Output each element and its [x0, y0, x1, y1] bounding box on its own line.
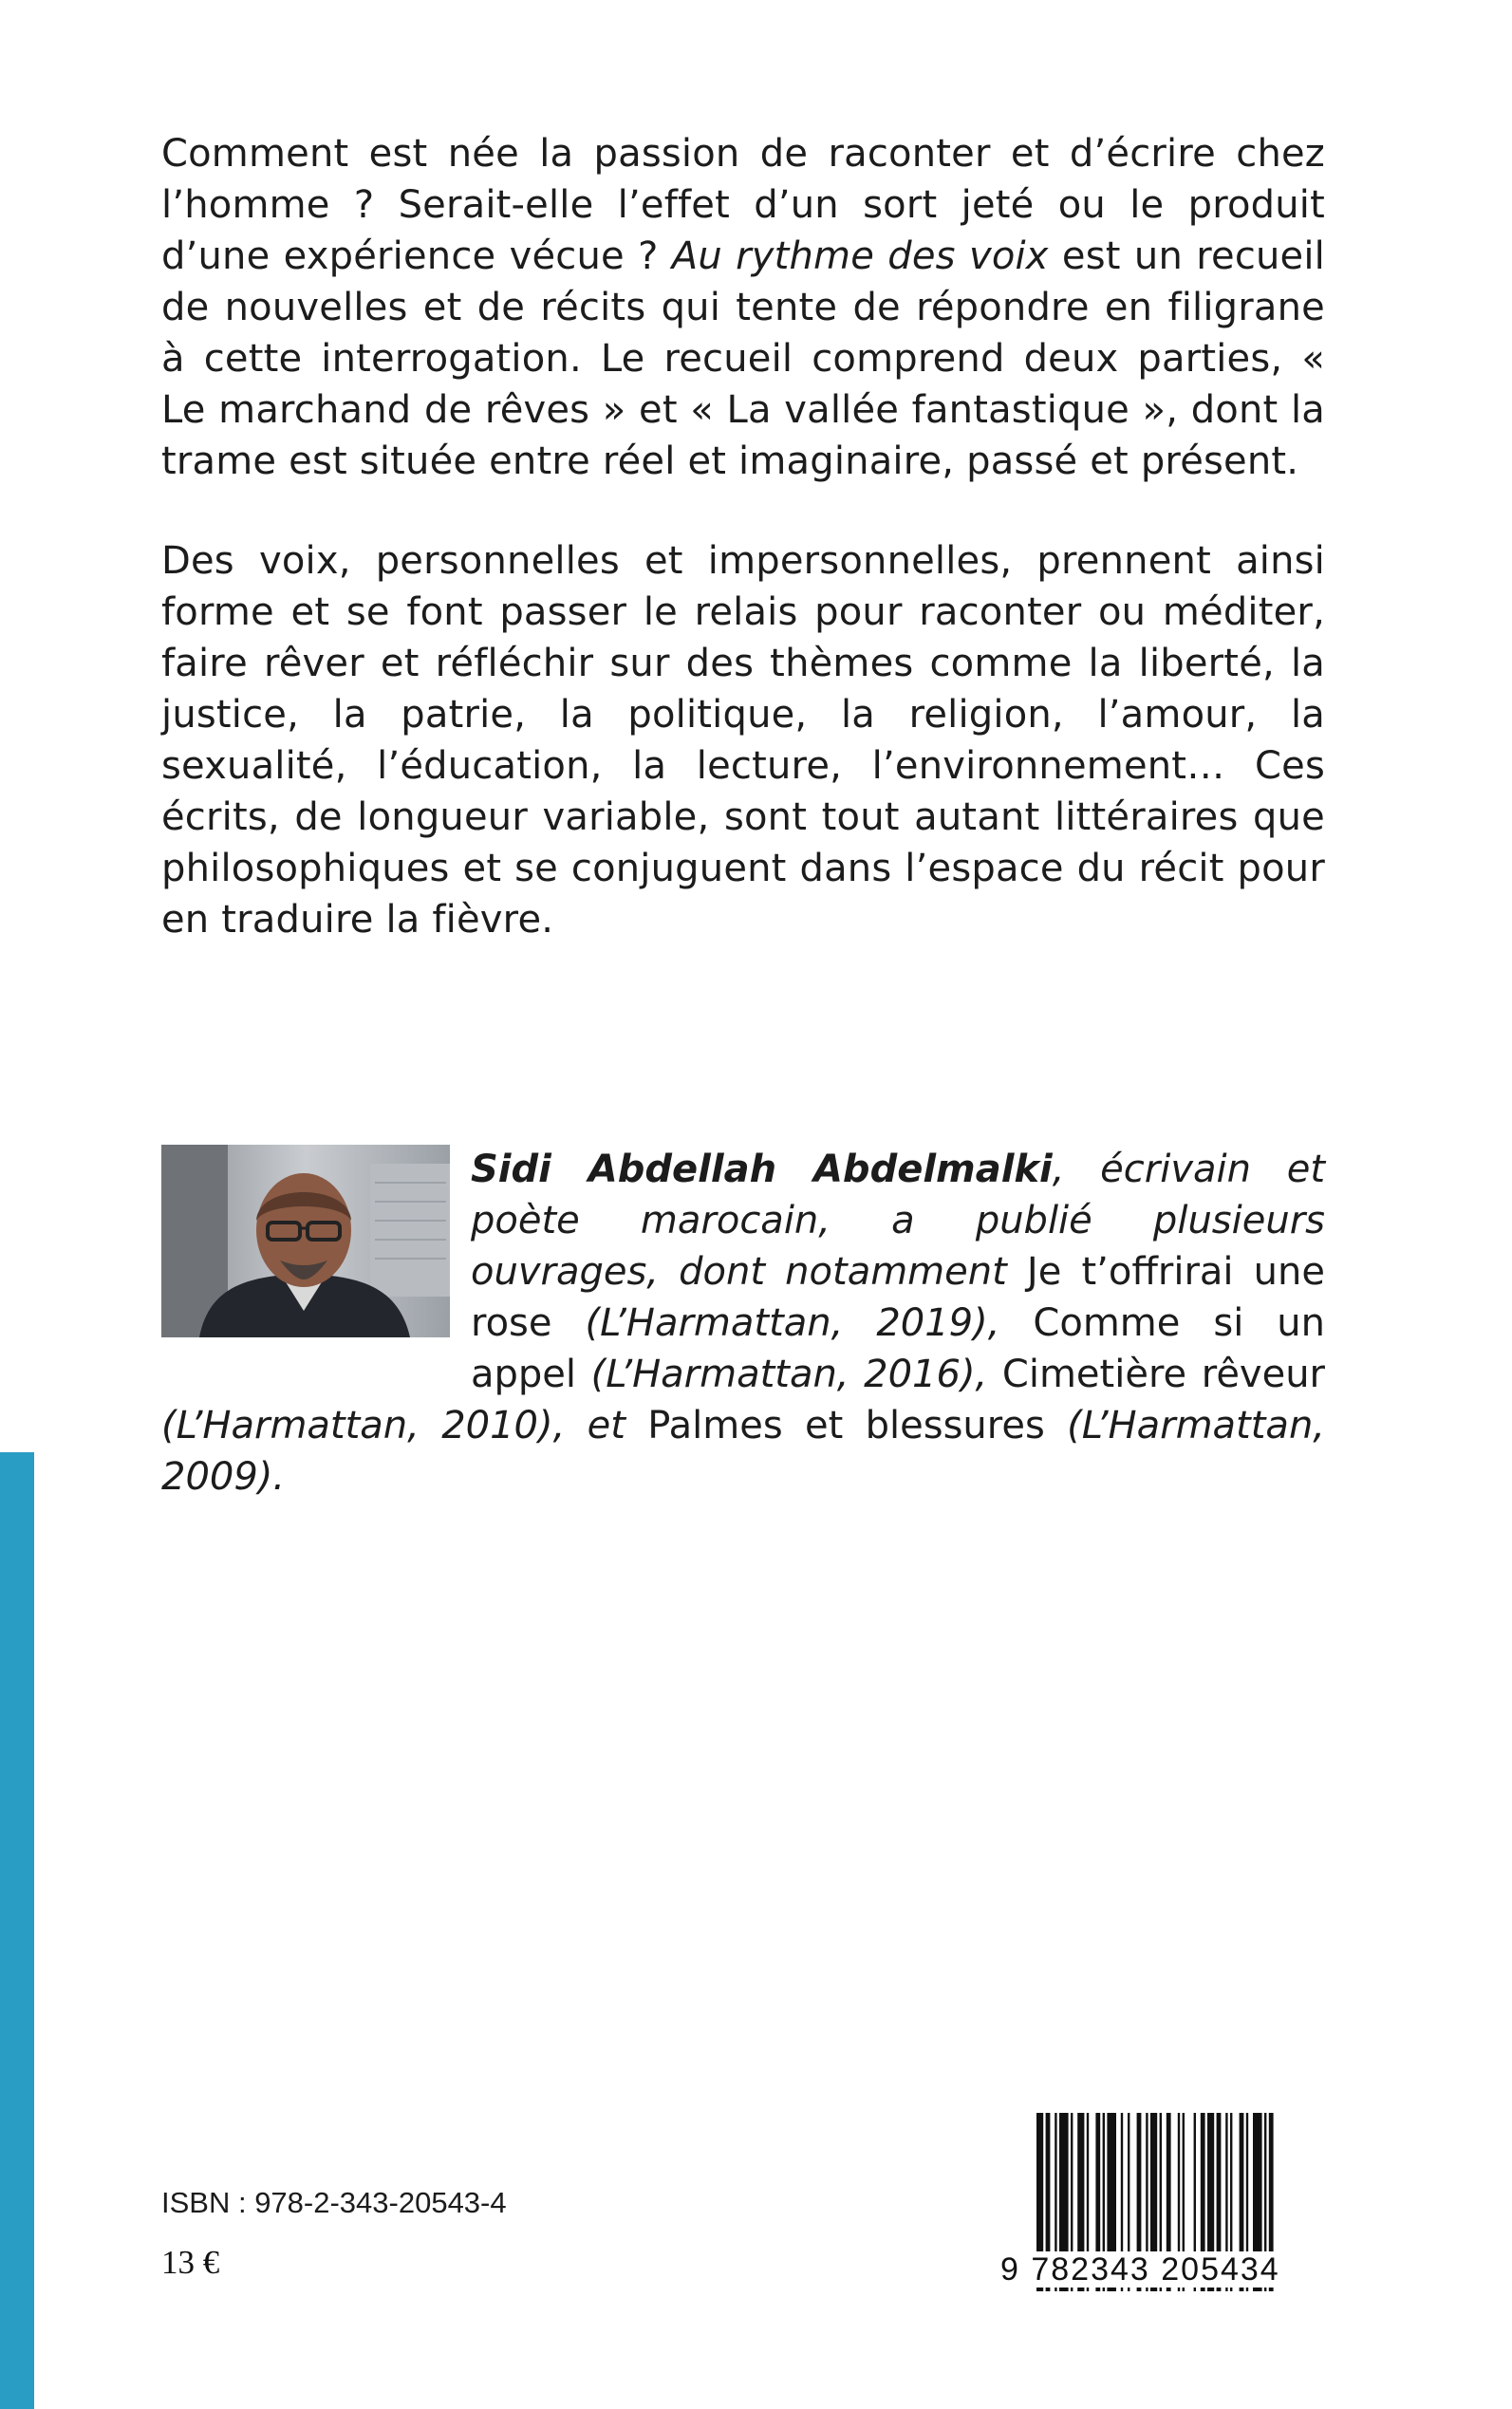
- blurb-paragraph-2: Des voix, personnelles et impersonnelles, prennent ainsi forme et se font passer le relais pour raconter ou méditer, faire rêver et réfléchir sur des thèmes comme la liberté, la justice, la patrie, la politique, la religion, l’amour, la sexualité, l’éducation, la lecture, l’environnement… Ces écrits, de longueur variable, sont tout autant littéraires que philosophiques et se conjuguent dans l’espace du récit pour en traduire la fièvre.: [161, 539, 1325, 942]
- book-title: Comme si un appel: [471, 1301, 1325, 1396]
- author-desc: , écrivain et poète marocain, a publié plusieurs ouvrages, dont notamment: [471, 1148, 1325, 1294]
- barcode-digits: [999, 2251, 1325, 2288]
- author-name: Sidi Abdellah Abdelmalki: [471, 1148, 1053, 1191]
- barcode-digits-text: 9 782343 205434: [1000, 2251, 1280, 2288]
- accent-side-band: [0, 1452, 34, 2409]
- book-title: Je t’offrirai une rose: [471, 1250, 1325, 1345]
- blurb-text: est un recueil de nouvelles et de récits qui tente de répondre en filigrane à cette interrogation. Le recueil comprend deux parties, « Le marchand de rêves » et « La vallée fantastique », dont la trame est située entre réel et imaginaire, passé et présent.: [161, 234, 1325, 483]
- publisher-info: (L’Harmattan, 2016),: [576, 1353, 988, 1396]
- price-label: 13 €: [161, 2244, 220, 2281]
- book-title: Palmes et blessures: [625, 1404, 1045, 1447]
- author-bio: [161, 1144, 1325, 1503]
- publisher-info: (L’Harmattan, 2019),: [551, 1301, 1000, 1345]
- book-title: Cimetière rêveur: [987, 1353, 1325, 1396]
- blurb-text: Comment est née la passion de raconter et d’écrire chez l’homme ? Serait-elle l’effet d’un sort jeté ou le produit d’une expérience vécue ?: [161, 132, 1325, 278]
- isbn-label: ISBN : 978-2-343-20543-4: [161, 2186, 507, 2219]
- blurb-paragraph-1: [161, 128, 1325, 487]
- publisher-info: (L’Harmattan, 2010), et: [161, 1404, 625, 1447]
- book-title: Au rythme des voix: [671, 234, 1049, 278]
- publisher-info: (L’Harmattan, 2009).: [161, 1404, 1326, 1499]
